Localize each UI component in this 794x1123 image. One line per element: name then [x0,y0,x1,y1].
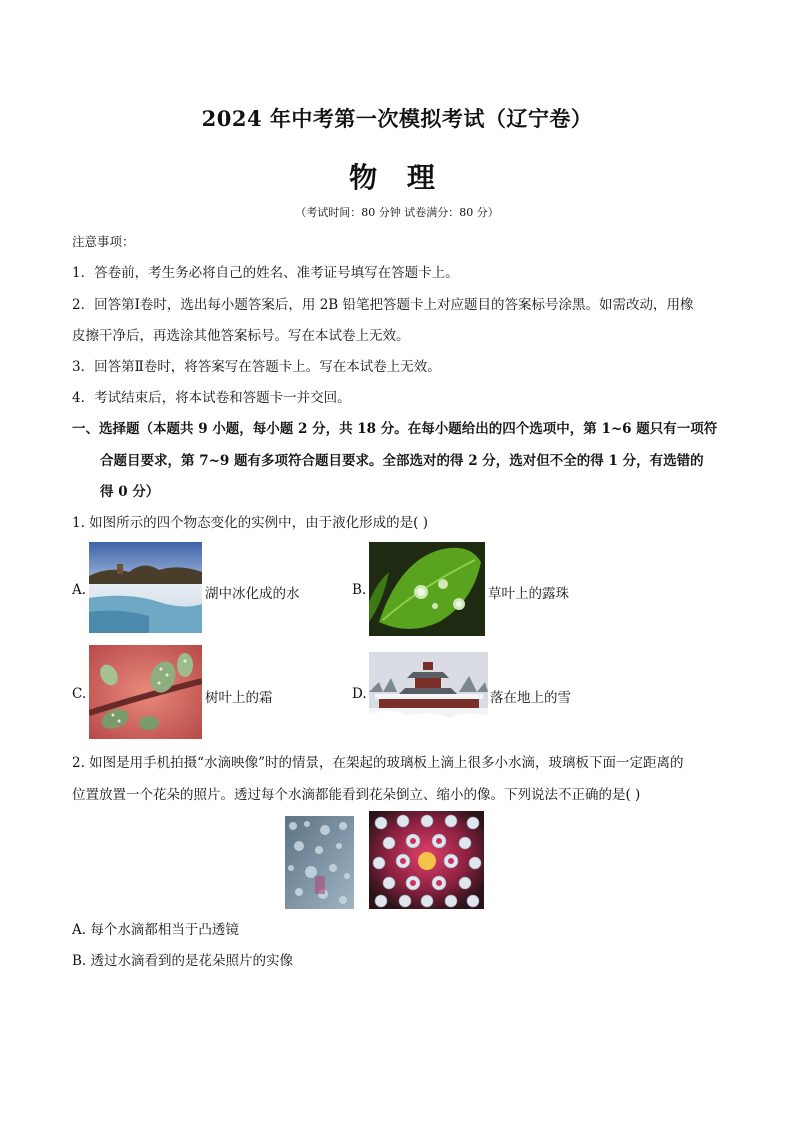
water-droplets-glass-photo [285,816,354,909]
snow-temple-photo [369,652,488,735]
section-heading-line-1: 一、选择题（本题共 9 小题，每小题 2 分，共 18 分。在每小题给出的四个选项中，第 1~6 题只有一项符 [72,421,718,437]
q1-option-d-text: 落在地上的雪 [490,690,571,706]
q1-stem: 1. 如图所示的四个物态变化的实例中，由于液化形成的是( ) [72,515,428,531]
q1-option-b-letter: B. [352,582,367,598]
q1-option-d-letter: D. [352,686,367,702]
q1-option-b-text: 草叶上的露珠 [488,586,569,602]
q2-stem-line-2: 位置放置一个花朵的照片。透过每个水滴都能看到花朵倒立、缩小的像。下列说法不正确的是( ) [72,787,641,803]
flower-droplets-photo [369,811,484,909]
q1-option-c-letter: C. [72,686,87,702]
q2-option-b: B. 透过水滴看到的是花朵照片的实像 [72,953,294,969]
q1-option-c-text: 树叶上的霜 [205,690,273,706]
note-item-2-continued: 皮擦干净后，再选涂其他答案标号。写在本试卷上无效。 [72,328,410,344]
note-item-3: 3．回答第Ⅱ卷时，将答案写在答题卡上。写在本试卷上无效。 [72,359,441,375]
section-heading-line-3: 得 0 分） [100,484,160,500]
q1-option-a-letter: A. [72,582,87,598]
notes-heading: 注意事项： [72,234,135,249]
frozen-lake-photo [89,542,202,633]
q2-stem-line-1: 2. 如图是用手机拍摄“水滴映像”时的情景，在架起的玻璃板上滴上很多小水滴，玻璃板下面一定距离的 [72,755,684,771]
exam-meta: （考试时间：80 分钟 试卷满分：80 分） [295,206,499,219]
q2-option-a: A. 每个水滴都相当于凸透镜 [72,922,239,938]
frost-leaves-photo [89,645,202,739]
dewdrop-leaf-photo [369,542,485,636]
note-item-1: 1．答卷前，考生务必将自己的姓名、准考证号填写在答题卡上。 [72,265,459,281]
note-item-4: 4．考试结束后，将本试卷和答题卡一并交回。 [72,390,351,406]
q1-option-a-text: 湖中冰化成的水 [205,586,300,602]
subject-title: 物 理 [349,161,445,194]
note-item-2: 2．回答第Ⅰ卷时，选出每小题答案后，用 2B 铅笔把答题卡上对应题目的答案标号涂黑。如需改动，用橡 [72,297,694,313]
exam-title: 2024 年中考第一次模拟考试（辽宁卷） [201,106,593,131]
section-heading-line-2: 合题目要求，第 7~9 题有多项符合题目要求。全部选对的得 2 分，选对但不全的得 1 分，有选错的 [100,453,704,469]
